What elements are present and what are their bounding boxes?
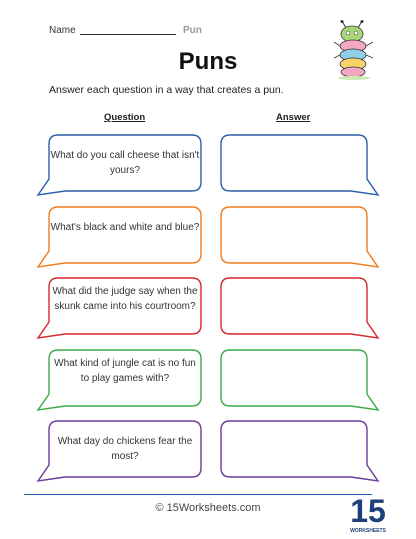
question-text: What's black and white and blue? [50, 222, 200, 233]
question-column-header: Question [104, 112, 146, 123]
footer-divider [24, 494, 372, 495]
answer-bubble[interactable] [221, 278, 378, 338]
answer-bubble[interactable] [221, 135, 378, 195]
answer-bubble[interactable] [221, 421, 378, 481]
topic-label: Pun [183, 25, 202, 36]
svg-text:WORKSHEETS: WORKSHEETS [350, 528, 386, 534]
question-text: What did the judge say when the skunk came into his courtroom? [52, 285, 198, 312]
answer-bubble[interactable] [221, 207, 378, 267]
question-text: What do you call cheese that isn't yours? [50, 150, 200, 176]
page-title: Puns [178, 48, 238, 75]
question-text: What kind of jungle cat is no fun to play games with? [54, 357, 196, 384]
question-text: What day do chickens fear the most? [57, 436, 193, 462]
svg-text:15: 15 [350, 493, 386, 529]
instructions: Answer each question in a way that creates a pun. [49, 84, 284, 96]
question-bubble [38, 207, 201, 267]
name-label: Name [49, 25, 76, 36]
15worksheets-logo [348, 490, 388, 536]
answer-bubble[interactable] [221, 350, 378, 410]
footer-copyright: © 15Worksheets.com [155, 502, 261, 514]
answer-column-header: Answer [276, 112, 311, 123]
